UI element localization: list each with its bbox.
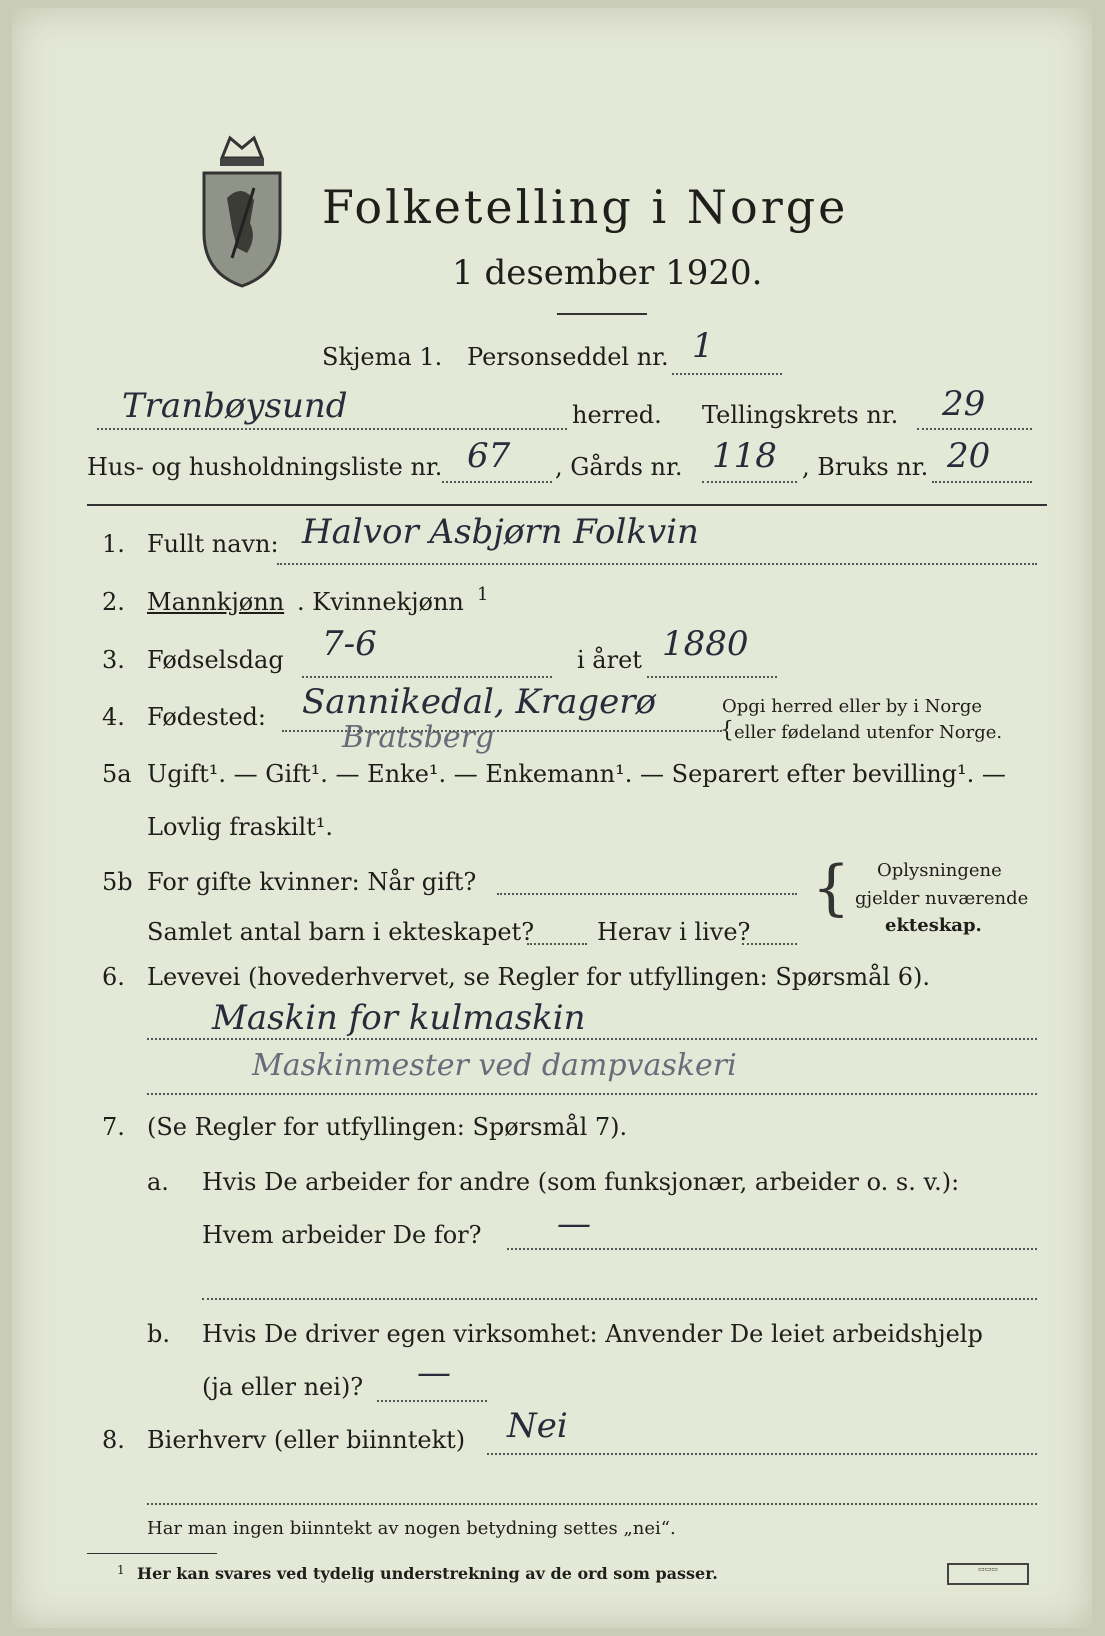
personseddel-line (672, 373, 782, 375)
q7-number: 7. (102, 1113, 125, 1141)
tellingskrets-label: Tellingskrets nr. (702, 401, 899, 429)
hus-label: Hus- og husholdningsliste nr. (87, 453, 443, 481)
birthplace-value-2[interactable]: Bratsberg (342, 720, 495, 755)
footnote-divider (87, 1553, 217, 1554)
q5b-note-1: Oplysningene (877, 860, 1002, 881)
census-date: 1 desember 1920. (452, 253, 763, 293)
birthplace-note-1: Opgi herred eller by i Norge (722, 696, 983, 717)
employer-value[interactable]: — (557, 1204, 591, 1244)
female-option[interactable]: . Kvinnekjønn (297, 588, 464, 616)
hus-value[interactable]: 67 (467, 436, 511, 476)
census-form (12, 8, 1092, 1628)
bruks-value[interactable]: 20 (947, 436, 991, 476)
personseddel-label: Personseddel nr. (467, 343, 669, 371)
q5b-line-2b: Herav i live? (597, 918, 751, 946)
q5b-note-2: gjelder nuværende (855, 888, 1029, 909)
hired-help-value[interactable]: — (417, 1353, 451, 1393)
q4-label: Fødested: (147, 703, 266, 731)
personseddel-value[interactable]: 1 (692, 326, 714, 366)
children-alive-line[interactable] (742, 943, 797, 945)
married-when-line[interactable] (497, 893, 797, 895)
q8-label: Bierhverv (eller biinntekt) (147, 1426, 466, 1454)
q6-label: Levevei (hovederhvervet, se Regler for utfyllingen: Spørsmål 6). (147, 963, 931, 991)
note-brace: { (720, 718, 734, 743)
q1-number: 1. (102, 530, 125, 558)
footnote-text: Her kan svares ved tydelig understrekning av de ord som passer. (137, 1564, 718, 1583)
full-name-value[interactable]: Halvor Asbjørn Folkvin (302, 512, 699, 552)
year-label: i året (577, 646, 642, 674)
herred-line (97, 428, 567, 430)
employer-line-2 (202, 1298, 1037, 1300)
printer-stamp-icon: ▭▭▭ (947, 1563, 1029, 1585)
birthdate-value[interactable]: 7-6 (322, 624, 377, 664)
header-divider (87, 504, 1047, 506)
q5b-line-2: Samlet antal barn i ekteskapet? (147, 918, 535, 946)
side-income-line-1 (487, 1453, 1037, 1455)
q8-number: 8. (102, 1426, 125, 1454)
q7b-letter: b. (147, 1320, 170, 1348)
hus-line (442, 481, 552, 483)
q3-label: Fødselsdag (147, 646, 284, 674)
occupation-line-1 (147, 1038, 1037, 1040)
occupation-line-2 (147, 1093, 1037, 1095)
side-income-line-2 (147, 1503, 1037, 1505)
q5a-number: 5a (102, 760, 132, 788)
birth-year-line (647, 676, 777, 678)
tellingskrets-value[interactable]: 29 (942, 384, 986, 424)
q7a-letter: a. (147, 1168, 169, 1196)
gards-label: , Gårds nr. (555, 453, 683, 481)
hired-help-line (377, 1400, 487, 1402)
birthplace-value[interactable]: Sannikedal, Kragerø (302, 682, 657, 722)
children-count-line[interactable] (527, 943, 587, 945)
norway-lion-crest-icon (192, 128, 292, 288)
side-income-note: Har man ingen biinntekt av nogen betydning settes „nei“. (147, 1518, 676, 1539)
herred-label: herred. (572, 401, 662, 429)
bruks-line (932, 481, 1032, 483)
marital-status-options[interactable]: Ugift¹. — Gift¹. — Enke¹. — Enkemann¹. — Separert efter bevilling¹. — (147, 760, 1006, 788)
footnote-marker: 1 (477, 584, 489, 605)
occupation-value-2[interactable]: Maskinmester ved dampvaskeri (252, 1048, 737, 1083)
side-income-value[interactable]: Nei (507, 1406, 568, 1446)
q7a-line-2: Hvem arbeider De for? (202, 1221, 482, 1249)
q6-number: 6. (102, 963, 125, 991)
q7-label: (Se Regler for utfyllingen: Spørsmål 7). (147, 1113, 628, 1141)
full-name-line (277, 563, 1037, 565)
birthplace-note-2: eller fødeland utenfor Norge. (734, 722, 1003, 743)
form-title: Folketelling i Norge (322, 180, 849, 234)
bruks-label: , Bruks nr. (802, 453, 929, 481)
title-divider (557, 313, 647, 315)
q3-number: 3. (102, 646, 125, 674)
schema-label: Skjema 1. (322, 343, 443, 371)
q7b-line-2: (ja eller nei)? (202, 1373, 364, 1401)
tellingskrets-line (917, 428, 1032, 430)
q5b-line-1: For gifte kvinner: Når gift? (147, 868, 477, 896)
note-brace-2: { (812, 853, 851, 923)
occupation-value[interactable]: Maskin for kulmaskin (212, 998, 586, 1038)
q4-number: 4. (102, 703, 125, 731)
birthdate-line (302, 676, 552, 678)
footnote-number: 1 (117, 1563, 125, 1577)
employer-line-1 (507, 1248, 1037, 1250)
q2-number: 2. (102, 588, 125, 616)
q7b-line-1: Hvis De driver egen virksomhet: Anvender De leiet arbeidshjelp (202, 1320, 983, 1348)
gards-value[interactable]: 118 (712, 436, 777, 476)
gards-line (702, 481, 797, 483)
birthplace-line (282, 730, 722, 732)
q1-label: Fullt navn: (147, 530, 279, 558)
male-option[interactable]: Mannkjønn (147, 588, 285, 616)
q5b-number: 5b (102, 868, 133, 896)
q5b-note-3: ekteskap. (885, 915, 982, 936)
herred-value[interactable]: Tranbøysund (122, 386, 348, 426)
marital-status-options-2[interactable]: Lovlig fraskilt¹. (147, 813, 334, 841)
birth-year-value[interactable]: 1880 (662, 624, 749, 664)
q7a-line-1: Hvis De arbeider for andre (som funksjonær, arbeider o. s. v.): (202, 1168, 960, 1196)
